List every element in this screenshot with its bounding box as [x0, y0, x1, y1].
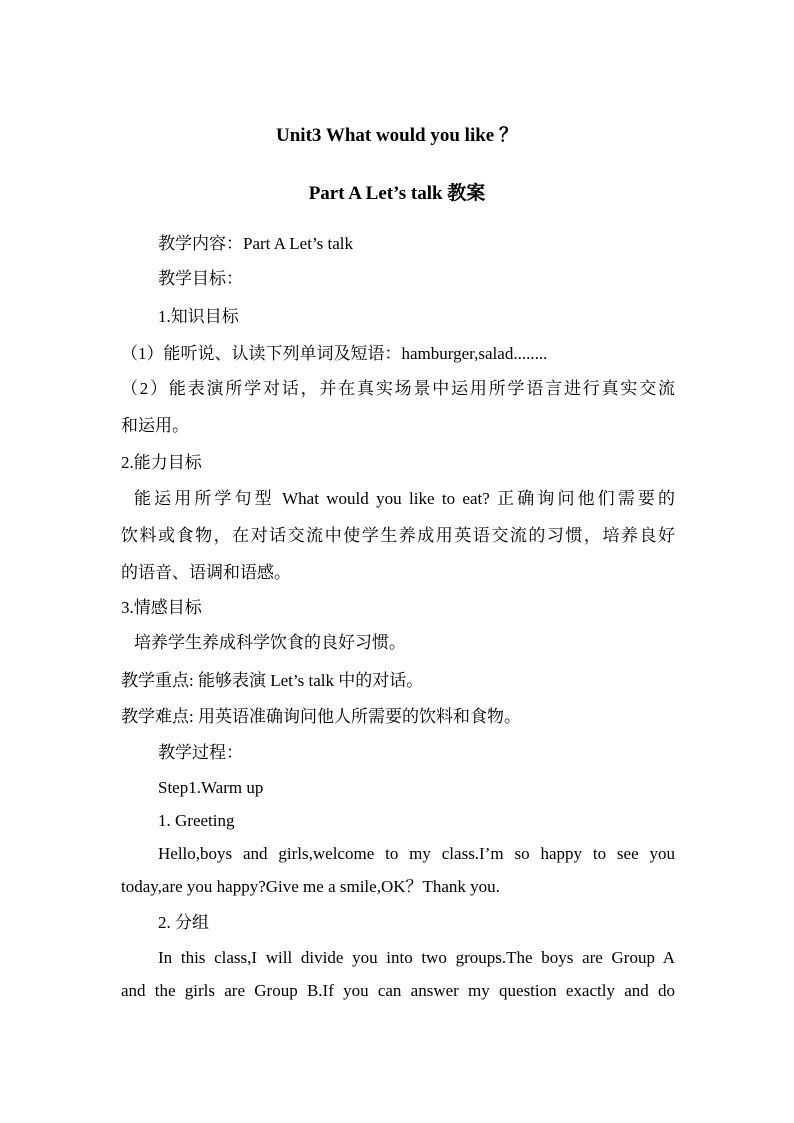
- text-line: （2）能表演所学对话，并在真实场景中运用所学语言进行真实交流: [121, 379, 675, 398]
- text-line: 的语音、语调和语感。: [121, 563, 291, 582]
- text-line: 1.知识目标: [158, 307, 239, 326]
- text-line: （1）能听说、认读下列单词及短语：hamburger,salad........: [121, 344, 548, 363]
- text-line: 2. 分组: [158, 913, 209, 932]
- document-subtitle: Part A Let’s talk 教案: [308, 183, 486, 204]
- text-line: 教学重点: 能够表演 Let’s talk 中的对话。: [121, 671, 424, 690]
- text-line: and the girls are Group B.If you can answer my question exactly and do: [121, 981, 675, 1000]
- text-line: 培养学生养成科学饮食的良好习惯。: [134, 633, 406, 652]
- text-line: 教学难点: 用英语准确询问他人所需要的饮料和食物。: [121, 707, 521, 726]
- text-line: 能运用所学句型 What would you like to eat? 正确询问他们需要的: [134, 489, 675, 508]
- text-line: 3.情感目标: [121, 598, 202, 617]
- text-line: 饮料或食物，在对话交流中使学生养成用英语交流的习惯，培养良好: [121, 526, 675, 545]
- text-line: 教学目标：: [158, 269, 243, 288]
- text-line: 教学过程：: [158, 743, 243, 762]
- text-line: 和运用。: [121, 416, 189, 435]
- text-line: Step1.Warm up: [158, 778, 264, 797]
- text-line: today,are you happy?Give me a smile,OK？Thank you.: [121, 877, 500, 896]
- text-line: Hello,boys and girls,welcome to my class.I’m so happy to see you: [158, 844, 675, 863]
- document-title: Unit3 What would you like ？: [276, 125, 518, 146]
- text-line: 2.能力目标: [121, 453, 202, 472]
- text-line: 教学内容：Part A Let’s talk: [158, 234, 354, 253]
- text-line: 1. Greeting: [158, 811, 235, 830]
- text-line: In this class,I will divide you into two groups.The boys are Group A: [158, 948, 675, 967]
